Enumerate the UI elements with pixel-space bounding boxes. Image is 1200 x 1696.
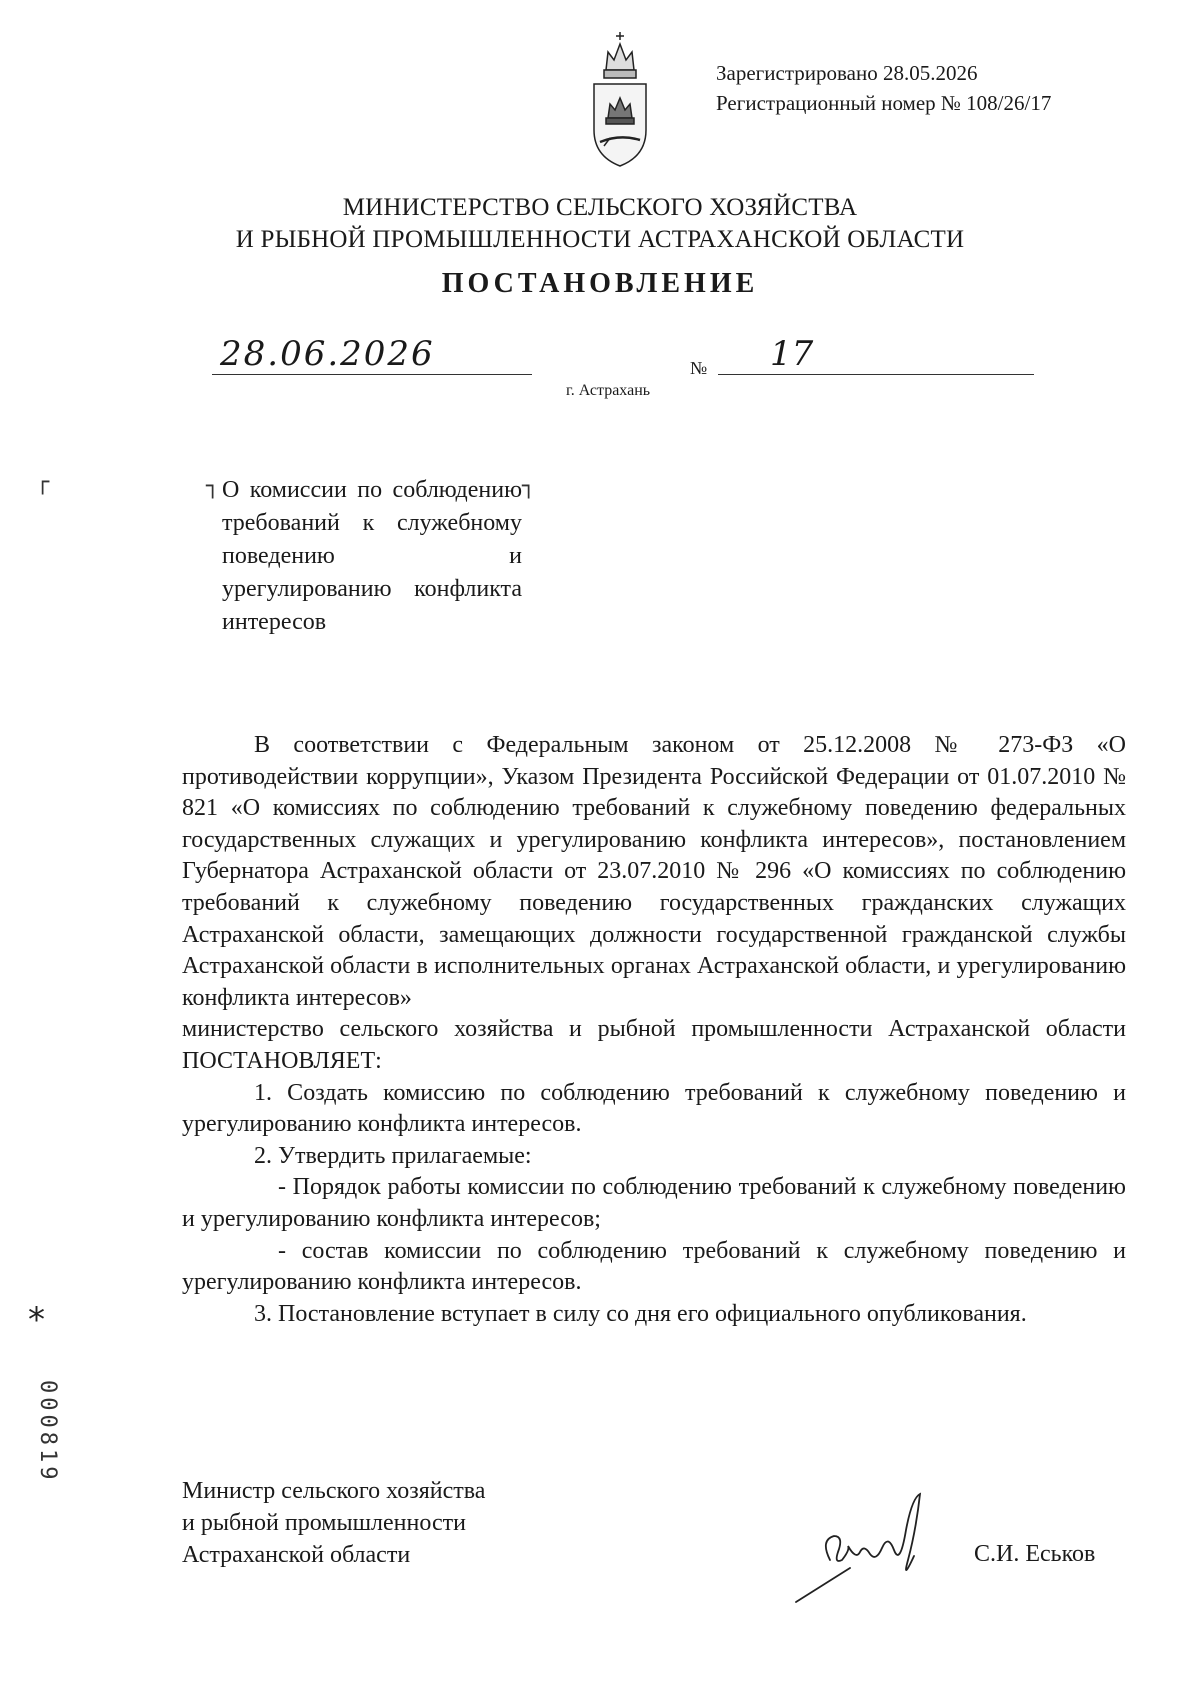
ministry-heading	[0, 192, 1200, 256]
left-corner-bracket: ┌	[36, 470, 50, 495]
document-type-title: ПОСТАНОВЛЕНИЕ	[441, 268, 759, 299]
handwritten-date: 28.06.2026	[220, 334, 435, 374]
preamble-paragraph: В соответствии с Федеральным законом от 25.12.2008 № 273-ФЗ «О противодействии коррупции», Указом Президента Российской Федерации от 01.07.2010 № 821 «О комиссиях по соблюдению требований к служебному поведению федеральных государственных служащих и урегулированию конфликта интересов», постановлением Губернатора Астраханской области от 23.07.2010 № 296 «О комиссиях по соблюдению требований к служебному поведению государственных гражданских служащих Астраханской области, замещающих должности государственной гражданской службы Астраханской области в исполнительных органах Астраханской области, и урегулированию конфликта интересов»	[182, 732, 1126, 1011]
resolves-paragraph: министерство сельского хозяйства и рыбной промышленности Астраханской области ПОСТАНОВЛЯЕТ:	[182, 1016, 1126, 1074]
signatory-title	[182, 1475, 485, 1571]
subject-open-bracket: ┐	[206, 474, 220, 499]
handwritten-number: 17	[770, 334, 814, 374]
item-2: 2. Утвердить прилагаемые:	[254, 1142, 532, 1169]
registration-number: Регистрационный номер № 108/26/17	[716, 91, 1052, 115]
signatory-line-1: Министр сельского хозяйства	[182, 1478, 486, 1504]
margin-star-mark: *	[28, 1300, 45, 1340]
item-3: 3. Постановление вступает в силу со дня его официального опубликования.	[254, 1300, 1027, 1327]
document-subject	[206, 474, 536, 639]
subject-text: О комиссии по соблюдению требований к служебному поведению и урегулированию конфликта интересов	[222, 477, 522, 635]
item-2b: - состав комиссии по соблюдению требований к служебному поведению и урегулированию конфликта интересов.	[182, 1237, 1126, 1296]
registration-date: Зарегистрировано 28.05.2026	[716, 61, 978, 85]
ministry-line-2: И РЫБНОЙ ПРОМЫШЛЕННОСТИ АСТРАХАНСКОЙ ОБЛАСТИ	[235, 226, 965, 253]
signatory-line-3: Астраханской области	[182, 1542, 411, 1568]
handwritten-signature	[790, 1490, 970, 1610]
ministry-line-1: МИНИСТЕРСТВО СЕЛЬСКОГО ХОЗЯЙСТВА	[342, 194, 858, 221]
number-sign: №	[690, 358, 708, 378]
margin-serial-number: 000819	[35, 1380, 60, 1484]
signer-name: С.И. Еськов	[974, 1541, 1096, 1567]
document-body	[182, 730, 1126, 1330]
number-underline	[718, 374, 1034, 375]
item-2a: - Порядок работы комиссии по соблюдению требований к служебному поведению и урегулированию конфликта интересов;	[182, 1174, 1126, 1232]
signatory-line-2: и рыбной промышленности	[182, 1510, 466, 1536]
coat-of-arms-emblem	[584, 30, 656, 170]
item-1: 1. Создать комиссию по соблюдению требований к служебному поведению и урегулированию конфликта интересов.	[182, 1079, 1126, 1138]
registration-stamp	[716, 58, 1051, 118]
subject-close-bracket: ┐	[522, 474, 536, 499]
date-underline	[212, 374, 532, 375]
city-label: г. Астрахань	[566, 382, 651, 399]
